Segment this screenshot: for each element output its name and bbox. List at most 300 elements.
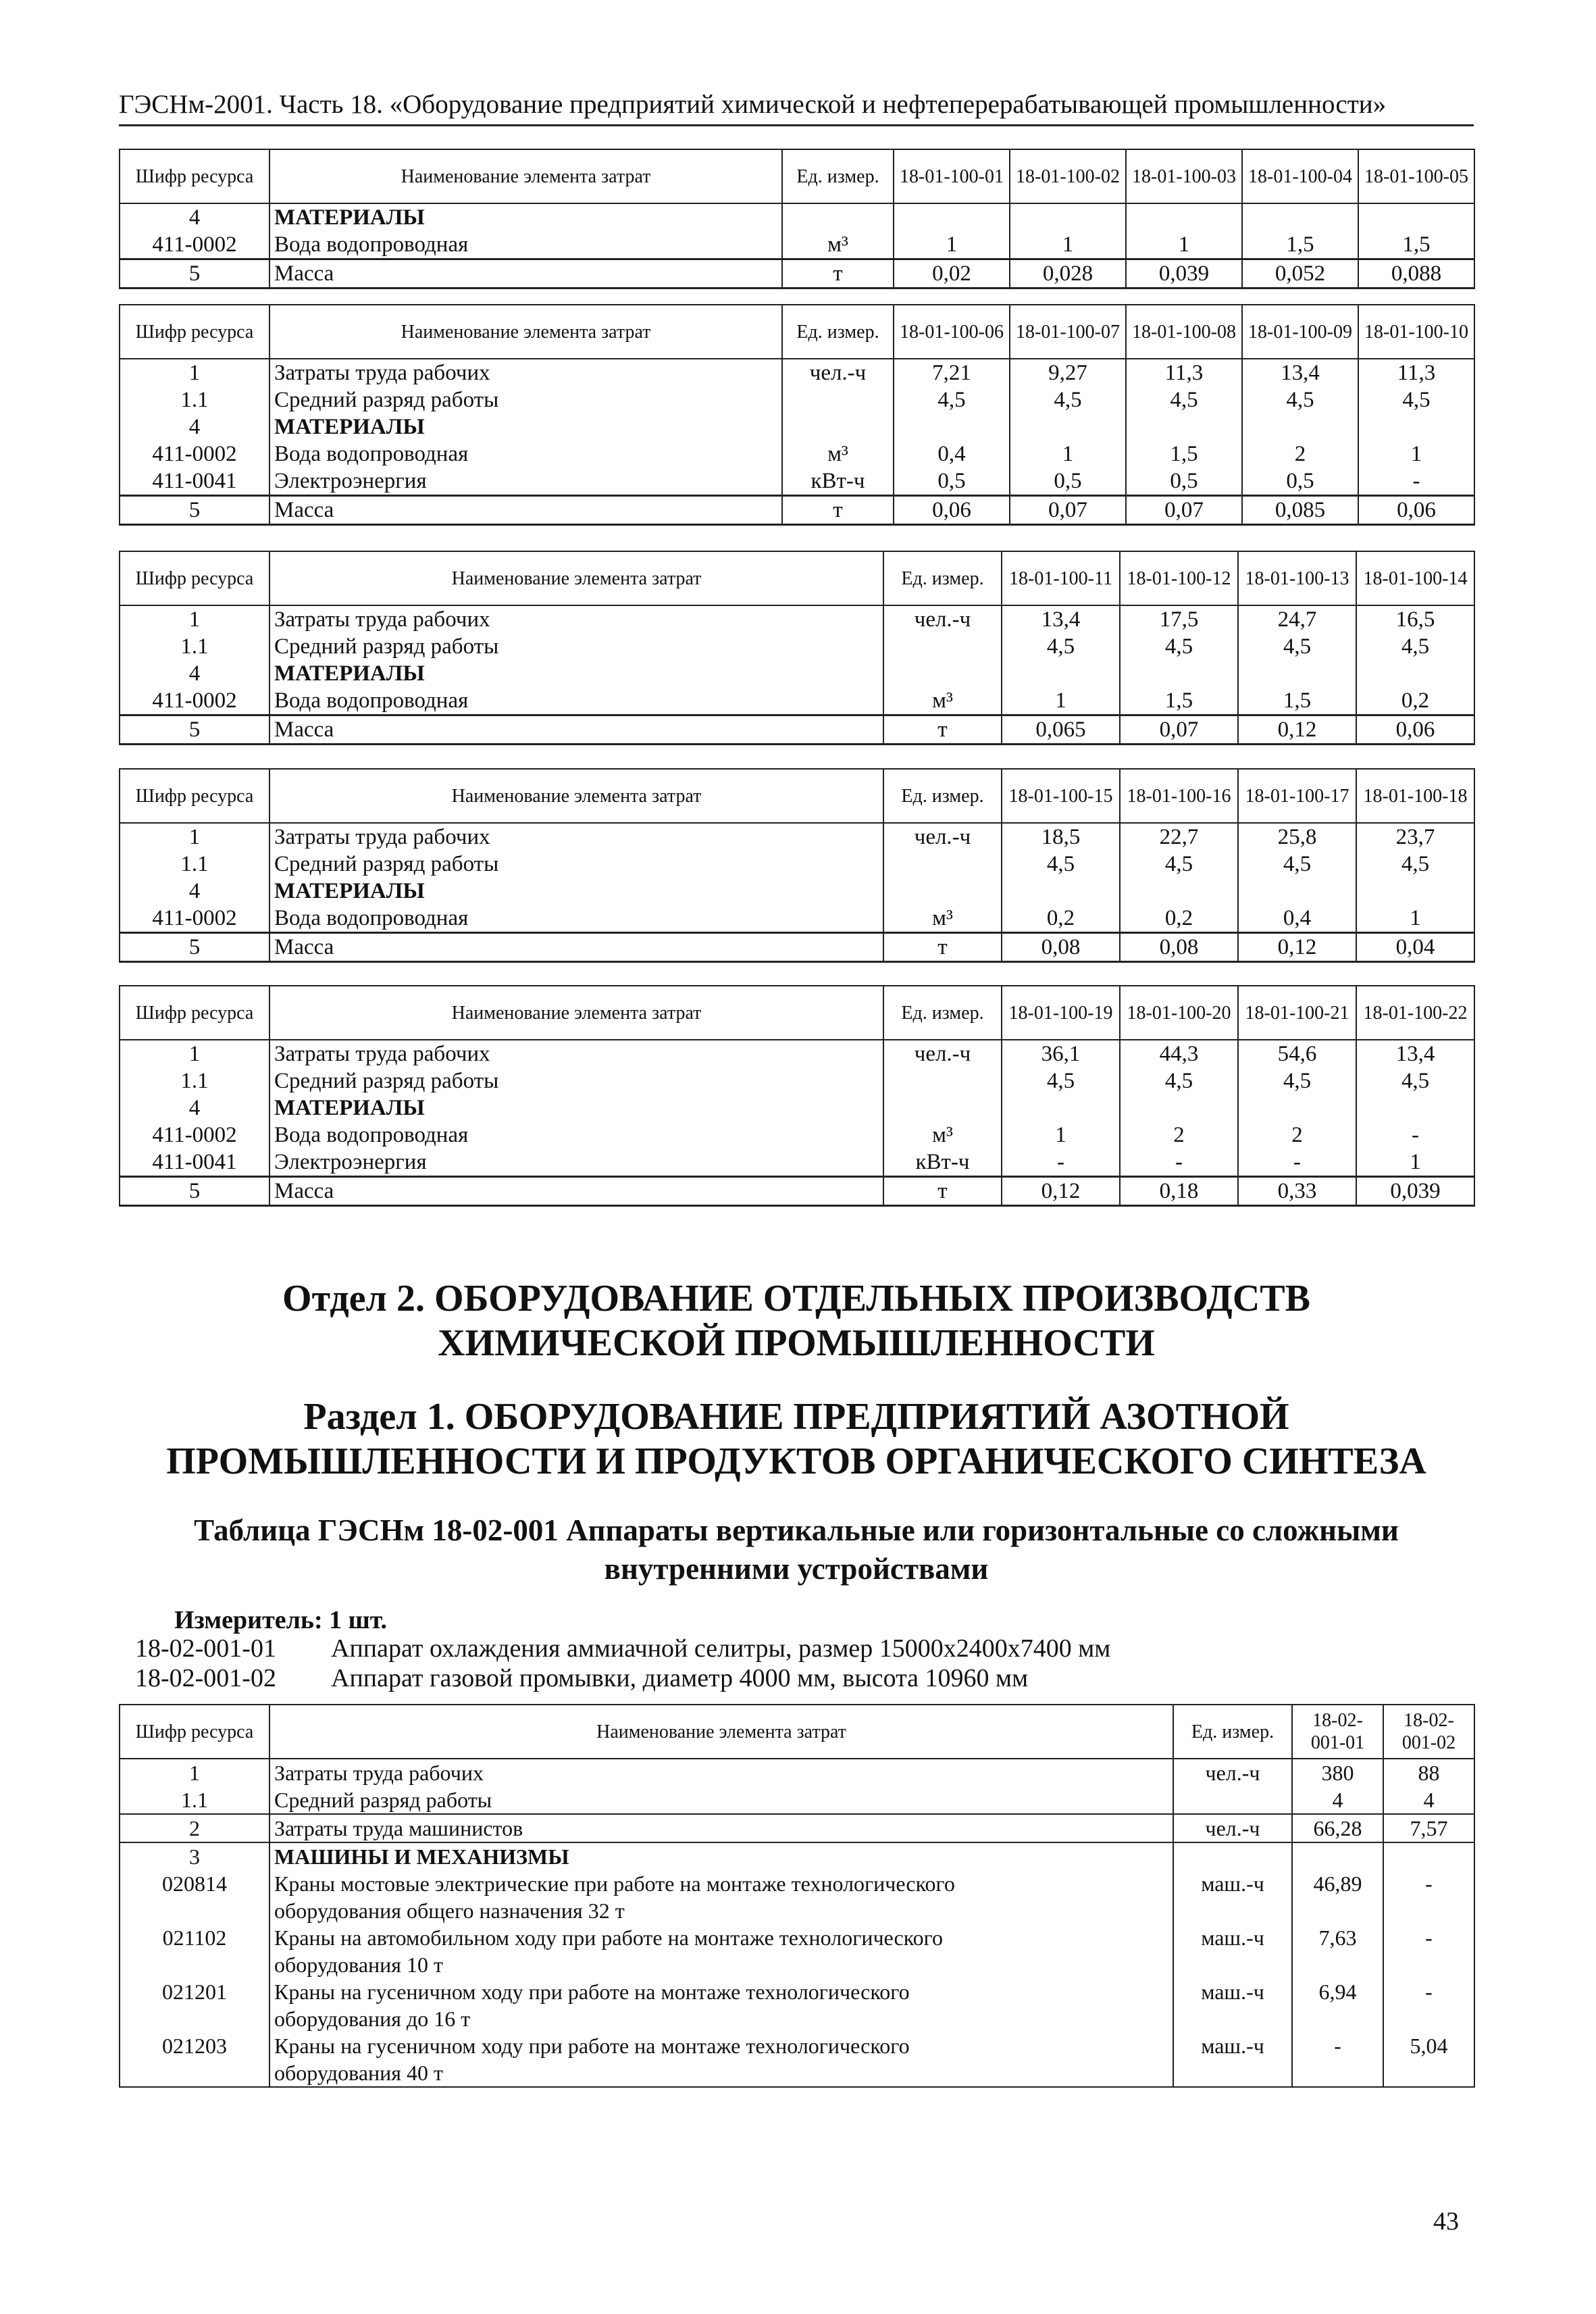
table-row [120,1814,1474,1842]
cell-value: 0,039 [1126,259,1242,288]
cell-name: МАТЕРИАЛЫ [269,878,883,905]
cell-name: Средний разряд работы [269,1067,883,1095]
cell-code: 1 [120,1759,269,1786]
cell-code: 3 [120,1842,269,1870]
cell-value: - [1358,468,1474,496]
cell-value: 4 [1292,1786,1383,1814]
table-row [120,386,1474,413]
table-row [120,605,1474,633]
cost-table-1 [119,149,1475,289]
cell-unit [883,878,1002,905]
cost-table-2 [119,304,1475,526]
cell-value: 0,07 [1010,496,1126,525]
cell-value [1356,1095,1474,1122]
cell-value [1010,203,1126,231]
cell-code [120,2005,269,2032]
cell-code: 1.1 [120,1067,269,1095]
cell-value [1238,878,1356,905]
cell-value [894,413,1010,441]
col-header-name: Наименование элемента затрат [269,551,883,605]
col-header-id: 18-01-100-06 [894,305,1010,359]
cell-name: Вода водопроводная [269,1122,883,1149]
mass-row [120,259,1474,288]
cell-value: 1,5 [1120,687,1238,715]
cell-name: МАШИНЫ И МЕХАНИЗМЫ [269,1842,1173,1870]
table-row [120,905,1474,933]
cell-code: 1 [120,823,269,851]
cell-value: 0,028 [1010,259,1126,288]
cell-value: 1 [1002,687,1120,715]
cell-value [1002,660,1120,687]
cell-code: 1 [120,359,269,386]
cell-code: 1 [120,1040,269,1067]
cell-unit: чел.-ч [1173,1814,1292,1842]
cell-unit: чел.-ч [1173,1759,1292,1786]
table-title-line2: внутренними устройствами [604,1552,989,1586]
cell-value: 5,04 [1383,2032,1474,2059]
cell-code: 021102 [120,1924,269,1951]
cell-value [1126,203,1242,231]
col-header-code: Шифр ресурса [120,149,269,203]
cell-unit [782,386,894,413]
cell-name: Средний разряд работы [269,633,883,660]
cell-code: 5 [120,715,269,745]
col-header-unit: Ед. измер. [782,305,894,359]
cell-unit [1173,1951,1292,1978]
page-number: 43 [1433,2207,1459,2236]
cell-value [1120,878,1238,905]
cell-value: 4,5 [1242,386,1358,413]
item-code: 18-02-001-02 [135,1664,276,1692]
cell-value: 4,5 [1356,851,1474,878]
col-header-id: 18-02-001-02 [1383,1705,1474,1759]
cell-value: 4,5 [1358,386,1474,413]
cell-value [1292,2005,1383,2032]
cell-name: Масса [269,715,883,745]
cell-value: 13,4 [1002,605,1120,633]
cell-name: Затраты труда рабочих [269,823,883,851]
cell-value: 0,07 [1120,715,1238,745]
cell-value [1292,1897,1383,1924]
cell-value [1383,1842,1474,1870]
cell-value [1358,413,1474,441]
table-row [120,1095,1474,1122]
cell-value: 46,89 [1292,1870,1383,1897]
cell-value [1383,1897,1474,1924]
cell-value: 54,6 [1238,1040,1356,1067]
cell-value: 22,7 [1120,823,1238,851]
cell-value: - [1383,1978,1474,2005]
cell-value: 0,33 [1238,1177,1356,1206]
otdel-title-line2: ХИМИЧЕСКОЙ ПРОМЫШЛЕННОСТИ [438,1322,1155,1364]
cell-code: 411-0002 [120,687,269,715]
cell-code: 4 [120,203,269,231]
col-header-id: 18-01-100-19 [1002,986,1120,1040]
table-title-line1: Таблица ГЭСНм 18-02-001 Аппараты вертикальные или горизонтальные со сложными [194,1513,1399,1547]
cell-value: 0,088 [1358,259,1474,288]
cell-code: 411-0041 [120,1149,269,1177]
col-header-id: 18-01-100-14 [1356,551,1474,605]
cell-value [1383,2005,1474,2032]
cell-unit [1173,1786,1292,1814]
table-row [120,2059,1474,2087]
cell-value: 0,4 [1238,905,1356,933]
cell-value [1238,660,1356,687]
cell-code: 411-0041 [120,468,269,496]
mass-row [120,1177,1474,1206]
cell-value: 4,5 [1238,851,1356,878]
cell-name: Краны на гусеничном ходу при работе на монтаже технологического [269,2032,1173,2059]
cell-value [1120,660,1238,687]
header-row [120,305,1474,359]
cell-value: 0,04 [1356,933,1474,962]
cell-unit [782,413,894,441]
cell-value: 0,5 [1242,468,1358,496]
col-header-id: 18-01-100-05 [1358,149,1474,203]
cell-unit [1173,1897,1292,1924]
cell-value: 24,7 [1238,605,1356,633]
table-row [120,1786,1474,1814]
cell-value: 0,06 [1356,715,1474,745]
cell-value: 4,5 [1002,633,1120,660]
cell-value [1120,1095,1238,1122]
table-row [120,1897,1474,1924]
cell-value: - [1002,1149,1120,1177]
cell-unit [1173,1842,1292,1870]
cell-value: 2 [1238,1122,1356,1149]
cell-name: МАТЕРИАЛЫ [269,413,782,441]
cell-value: 1,5 [1126,441,1242,468]
col-header-name: Наименование элемента затрат [269,149,782,203]
razdel-title-line1: Раздел 1. ОБОРУДОВАНИЕ ПРЕДПРИЯТИЙ АЗОТНОЙ [303,1396,1289,1438]
cell-unit: м³ [782,231,894,259]
cell-code: 411-0002 [120,441,269,468]
col-header-id: 18-01-100-03 [1126,149,1242,203]
cell-value: 13,4 [1242,359,1358,386]
cell-code: 021203 [120,2032,269,2059]
col-header-unit: Ед. измер. [883,769,1002,823]
table-row [120,231,1474,259]
mass-row [120,933,1474,962]
cell-value [1242,413,1358,441]
cell-value: 4,5 [1120,1067,1238,1095]
cell-value: 4,5 [1238,633,1356,660]
cell-value: 0,2 [1356,687,1474,715]
cell-value [1358,203,1474,231]
cell-name: оборудования 10 т [269,1951,1173,1978]
col-header-name: Наименование элемента затрат [269,1705,1173,1759]
cell-value: 0,5 [1126,468,1242,496]
cell-value: 2 [1120,1122,1238,1149]
cell-value: 0,08 [1002,933,1120,962]
cell-code: 5 [120,259,269,288]
col-header-id: 18-01-100-21 [1238,986,1356,1040]
cell-name: Вода водопроводная [269,905,883,933]
cell-value: 1 [1126,231,1242,259]
cell-value: 1 [1002,1122,1120,1149]
header-row [120,551,1474,605]
cell-value [1292,1842,1383,1870]
cost-table-4 [119,768,1475,963]
cell-code: 1 [120,605,269,633]
table-row [120,1870,1474,1897]
cell-unit: маш.-ч [1173,1870,1292,1897]
cell-name: Затраты труда машинистов [269,1814,1173,1842]
cell-value: 4,5 [1002,1067,1120,1095]
cell-code: 411-0002 [120,1122,269,1149]
cell-code: 1.1 [120,1786,269,1814]
cell-unit [883,1095,1002,1122]
cell-value: 4,5 [1356,633,1474,660]
table-row [120,1978,1474,2005]
cell-value: 0,06 [894,496,1010,525]
cell-value [1383,1951,1474,1978]
cell-value: 0,18 [1120,1177,1238,1206]
cell-value: 66,28 [1292,1814,1383,1842]
cell-value: 7,57 [1383,1814,1474,1842]
cell-name: оборудования до 16 т [269,2005,1173,2032]
col-header-unit: Ед. измер. [782,149,894,203]
cell-code [120,1951,269,1978]
col-header-unit: Ед. измер. [1173,1705,1292,1759]
col-header-id: 18-01-100-16 [1120,769,1238,823]
cell-unit: чел.-ч [883,605,1002,633]
cell-value: 380 [1292,1759,1383,1786]
cell-unit: т [883,715,1002,745]
col-header-id: 18-01-100-04 [1242,149,1358,203]
cell-unit [883,660,1002,687]
cell-value: - [1238,1149,1356,1177]
cell-name: Средний разряд работы [269,386,782,413]
cell-value [1238,1095,1356,1122]
cell-value: 4 [1383,1786,1474,1814]
cell-code: 1.1 [120,633,269,660]
cell-name: МАТЕРИАЛЫ [269,660,883,687]
cell-name: Масса [269,259,782,288]
cell-value: - [1292,2032,1383,2059]
cell-code: 411-0002 [120,905,269,933]
cost-table-5 [119,985,1475,1207]
cell-name: Затраты труда рабочих [269,605,883,633]
cell-name: Краны на автомобильном ходу при работе на монтаже технологического [269,1924,1173,1951]
col-header-name: Наименование элемента затрат [269,305,782,359]
cell-name: Вода водопроводная [269,231,782,259]
cell-value: 0,2 [1002,905,1120,933]
header-row [120,1705,1474,1759]
cell-code: 1.1 [120,386,269,413]
col-header-code: Шифр ресурса [120,305,269,359]
cell-name: оборудования общего назначения 32 т [269,1897,1173,1924]
cell-value: 1 [1356,1149,1474,1177]
cell-unit: т [883,1177,1002,1206]
cell-value: 0,2 [1120,905,1238,933]
cell-unit: чел.-ч [883,823,1002,851]
cell-value: 13,4 [1356,1040,1474,1067]
cell-unit: маш.-ч [1173,1924,1292,1951]
cell-value [1356,660,1474,687]
cell-value: 4,5 [1002,851,1120,878]
cell-value: 9,27 [1010,359,1126,386]
table-row [120,1842,1474,1870]
cell-unit: м³ [883,687,1002,715]
cell-value: 4,5 [1126,386,1242,413]
cell-value: 11,3 [1126,359,1242,386]
table-row [120,413,1474,441]
cell-code [120,1897,269,1924]
table-row [120,851,1474,878]
table-row [120,823,1474,851]
otdel-title-line1: Отдел 2. ОБОРУДОВАНИЕ ОТДЕЛЬНЫХ ПРОИЗВОДСТВ [282,1278,1310,1319]
col-header-id: 18-01-100-18 [1356,769,1474,823]
cell-unit: маш.-ч [1173,1978,1292,2005]
razdel-title-line2: ПРОМЫШЛЕННОСТИ И ПРОДУКТОВ ОРГАНИЧЕСКОГО СИНТЕЗА [166,1440,1426,1482]
cell-value: 1 [1010,231,1126,259]
cell-value: 7,21 [894,359,1010,386]
cell-value: 0,085 [1242,496,1358,525]
col-header-code: Шифр ресурса [120,1705,269,1759]
col-header-id: 18-01-100-17 [1238,769,1356,823]
table-row [120,359,1474,386]
header-row [120,769,1474,823]
col-header-id: 18-01-100-09 [1242,305,1358,359]
cell-value: 0,5 [1010,468,1126,496]
cell-code: 5 [120,933,269,962]
cell-value: 0,12 [1002,1177,1120,1206]
header-row [120,986,1474,1040]
cell-value [1292,2059,1383,2087]
cell-value: 0,08 [1120,933,1238,962]
cell-unit: чел.-ч [883,1040,1002,1067]
item-text: Аппарат газовой промывки, диаметр 4000 мм, высота 10960 мм [331,1664,1029,1692]
mass-row [120,715,1474,745]
cell-value: 11,3 [1358,359,1474,386]
cell-value: 7,63 [1292,1924,1383,1951]
cell-code: 5 [120,1177,269,1206]
cell-value [1002,878,1120,905]
cell-name: Краны на гусеничном ходу при работе на монтаже технологического [269,1978,1173,2005]
cell-value: 4,5 [1010,386,1126,413]
cell-value: 0,039 [1356,1177,1474,1206]
cell-code: 2 [120,1814,269,1842]
cell-value: 2 [1242,441,1358,468]
table-row [120,1759,1474,1786]
col-header-id: 18-01-100-08 [1126,305,1242,359]
table-row [120,1122,1474,1149]
col-header-id: 18-01-100-22 [1356,986,1474,1040]
cell-value: - [1356,1122,1474,1149]
cell-value: 36,1 [1002,1040,1120,1067]
cell-value: 1 [1010,441,1126,468]
cell-unit: м³ [883,1122,1002,1149]
cell-value: 1 [1358,441,1474,468]
cell-value: 0,5 [894,468,1010,496]
cell-value: 88 [1383,1759,1474,1786]
table-row [120,203,1474,231]
cell-value: 0,07 [1126,496,1242,525]
col-header-name: Наименование элемента затрат [269,769,883,823]
col-header-code: Шифр ресурса [120,986,269,1040]
cell-value: 1,5 [1238,687,1356,715]
cell-code: 020814 [120,1870,269,1897]
cell-code: 5 [120,496,269,525]
item-line-2 [135,1663,1028,1693]
cell-unit [883,1067,1002,1095]
cell-unit: т [782,259,894,288]
cell-unit [883,633,1002,660]
cell-value: 0,12 [1238,715,1356,745]
table-row [120,2005,1474,2032]
cell-name: Средний разряд работы [269,1786,1173,1814]
table-row [120,633,1474,660]
running-header: ГЭСНм-2001. Часть 18. «Оборудование предприятий химической и нефтеперерабатывающей промышленности» [119,90,1387,119]
cell-code: 4 [120,1095,269,1122]
cell-name: Вода водопроводная [269,687,883,715]
cell-value: 0,12 [1238,933,1356,962]
meter-label: Измеритель: 1 шт. [174,1606,388,1634]
header-rule [119,124,1474,126]
cell-value [1383,2059,1474,2087]
cell-value: 4,5 [1238,1067,1356,1095]
cell-code: 4 [120,660,269,687]
table-row [120,1951,1474,1978]
table-row [120,660,1474,687]
cell-value: 1,5 [1242,231,1358,259]
cell-code: 411-0002 [120,231,269,259]
cell-name: МАТЕРИАЛЫ [269,1095,883,1122]
table-row [120,441,1474,468]
cell-value [1292,1951,1383,1978]
cell-value: 23,7 [1356,823,1474,851]
cell-value: - [1383,1924,1474,1951]
cell-value: 4,5 [1120,633,1238,660]
cell-value [1010,413,1126,441]
table-row [120,1149,1474,1177]
col-header-id: 18-02-001-01 [1292,1705,1383,1759]
cell-name: Электроэнергия [269,468,782,496]
cell-code [120,2059,269,2087]
col-header-id: 18-01-100-15 [1002,769,1120,823]
cell-value: - [1383,1870,1474,1897]
cell-code: 1.1 [120,851,269,878]
cell-value [894,203,1010,231]
cost-table-3 [119,551,1475,745]
col-header-name: Наименование элемента затрат [269,986,883,1040]
cell-name: Масса [269,1177,883,1206]
mass-row [120,496,1474,525]
cell-value: 0,052 [1242,259,1358,288]
col-header-id: 18-01-100-13 [1238,551,1356,605]
cell-value: 25,8 [1238,823,1356,851]
cell-unit: т [883,933,1002,962]
cell-name: Вода водопроводная [269,441,782,468]
cell-name: Краны мостовые электрические при работе на монтаже технологического [269,1870,1173,1897]
cell-value: 4,5 [894,386,1010,413]
cell-value: 0,4 [894,441,1010,468]
cell-value: 4,5 [1120,851,1238,878]
cell-name: Масса [269,933,883,962]
cell-value: 1,5 [1358,231,1474,259]
cell-unit: кВт-ч [782,468,894,496]
cell-unit: т [782,496,894,525]
cell-unit: маш.-ч [1173,2032,1292,2059]
cell-value [1126,413,1242,441]
table-row [120,2032,1474,2059]
col-header-id: 18-01-100-11 [1002,551,1120,605]
cell-value: 4,5 [1356,1067,1474,1095]
table-row [120,1067,1474,1095]
table-row [120,1924,1474,1951]
cell-name: Затраты труда рабочих [269,1040,883,1067]
